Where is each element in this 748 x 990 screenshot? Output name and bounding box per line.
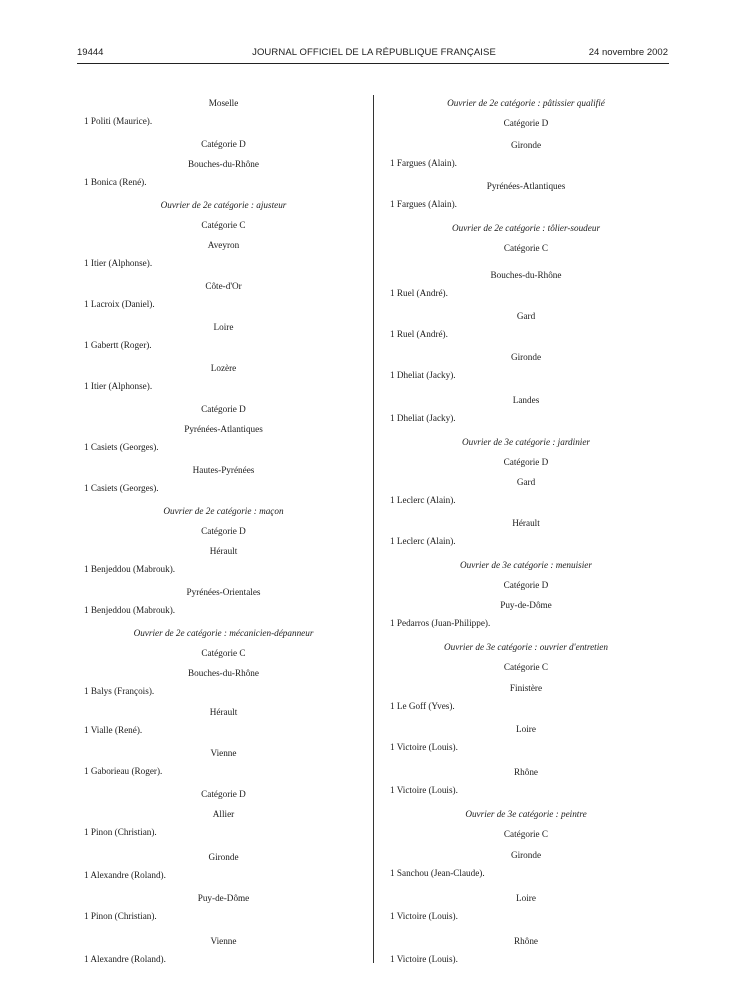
header-rule bbox=[77, 63, 669, 64]
page-number: 19444 bbox=[77, 47, 104, 58]
section-heading: Catégorie C bbox=[201, 648, 246, 658]
section-heading: Catégorie C bbox=[503, 662, 549, 672]
section-heading: Vienne bbox=[210, 748, 237, 758]
name-entry: 1 Ruel (André). bbox=[390, 288, 448, 298]
section-heading: Finistère bbox=[509, 683, 543, 693]
section-heading: Bouches-du-Rhône bbox=[188, 668, 259, 678]
name-entry: 1 Victoire (Louis). bbox=[390, 954, 458, 964]
name-entry: 1 Leclerc (Alain). bbox=[390, 495, 456, 505]
name-entry: 1 Casiets (Georges). bbox=[84, 442, 159, 452]
trade-heading: Ouvrier de 2e catégorie : tôlier-soudeur bbox=[451, 223, 601, 233]
name-entry: 1 Pinon (Christian). bbox=[84, 911, 157, 921]
section-heading: Loire bbox=[516, 724, 536, 734]
trade-heading: Ouvrier de 2e catégorie : ajusteur bbox=[160, 200, 287, 210]
name-entry: 1 Benjeddou (Mabrouk). bbox=[84, 564, 176, 574]
section-heading: Pyrénées-Atlantiques bbox=[184, 424, 263, 434]
section-heading: Lozère bbox=[210, 363, 237, 373]
name-entry: 1 Casiets (Georges). bbox=[84, 483, 159, 493]
name-entry: 1 Itier (Alphonse). bbox=[84, 258, 153, 268]
name-entry: 1 Alexandre (Roland). bbox=[84, 954, 166, 964]
section-heading: Catégorie C bbox=[503, 829, 549, 839]
section-heading: Puy-de-Dôme bbox=[500, 600, 552, 610]
name-entry: 1 Gabertt (Roger). bbox=[84, 340, 152, 350]
name-entry: 1 Lacroix (Daniel). bbox=[84, 299, 155, 309]
name-entry: 1 Balys (François). bbox=[84, 686, 155, 696]
name-entry: 1 Victoire (Louis). bbox=[390, 742, 458, 752]
section-heading: Loire bbox=[213, 322, 234, 332]
name-entry: 1 Dheliat (Jacky). bbox=[390, 370, 456, 380]
section-heading: Allier bbox=[212, 809, 235, 819]
name-entry: 1 Politi (Maurice). bbox=[84, 116, 153, 126]
section-heading: Gironde bbox=[510, 850, 542, 860]
section-heading: Landes bbox=[512, 395, 540, 405]
section-heading: Hérault bbox=[209, 707, 238, 717]
trade-heading: Ouvrier de 2e catégorie : pâtissier qualifié bbox=[447, 98, 605, 108]
name-entry: 1 Pedarros (Juan-Philippe). bbox=[390, 618, 491, 628]
trade-heading: Ouvrier de 3e catégorie : jardinier bbox=[462, 437, 590, 447]
section-heading: Hautes-Pyrénées bbox=[192, 465, 255, 475]
name-entry: 1 Leclerc (Alain). bbox=[390, 536, 456, 546]
section-heading: Rhône bbox=[514, 936, 538, 946]
name-entry: 1 Alexandre (Roland). bbox=[84, 870, 166, 880]
section-heading: Catégorie D bbox=[201, 526, 246, 536]
section-heading: Aveyron bbox=[207, 240, 240, 250]
name-entry: 1 Fargues (Alain). bbox=[390, 199, 457, 209]
trade-heading: Ouvrier de 3e catégorie : ouvrier d'entretien bbox=[444, 642, 608, 652]
name-entry: 1 Fargues (Alain). bbox=[390, 158, 457, 168]
trade-heading: Ouvrier de 3e catégorie : peintre bbox=[465, 809, 587, 819]
section-heading: Catégorie D bbox=[503, 118, 549, 128]
name-entry: 1 Ruel (André). bbox=[390, 329, 448, 339]
section-heading: Hérault bbox=[512, 518, 540, 528]
section-heading: Catégorie D bbox=[503, 580, 549, 590]
trade-heading: Ouvrier de 2e catégorie : mécanicien-dépanneur bbox=[133, 628, 314, 638]
name-entry: 1 Victoire (Louis). bbox=[390, 911, 458, 921]
section-heading: Gard bbox=[516, 477, 536, 487]
section-heading: Catégorie D bbox=[201, 404, 246, 414]
section-heading: Rhône bbox=[514, 767, 538, 777]
page-header bbox=[0, 47, 748, 61]
section-heading: Bouches-du-Rhône bbox=[188, 159, 259, 169]
journal-title: JOURNAL OFFICIEL DE LA RÉPUBLIQUE FRANÇAISE bbox=[252, 47, 496, 58]
column-divider bbox=[373, 95, 374, 963]
section-heading: Catégorie C bbox=[503, 243, 549, 253]
trade-heading: Ouvrier de 3e catégorie : menuisier bbox=[460, 560, 592, 570]
section-heading: Gard bbox=[516, 311, 536, 321]
name-entry: 1 Dheliat (Jacky). bbox=[390, 413, 456, 423]
section-heading: Catégorie C bbox=[201, 220, 246, 230]
section-heading: Gironde bbox=[208, 852, 239, 862]
section-heading: Côte-d'Or bbox=[205, 281, 242, 291]
section-heading: Catégorie D bbox=[201, 139, 246, 149]
name-entry: 1 Itier (Alphonse). bbox=[84, 381, 153, 391]
name-entry: 1 Bonica (René). bbox=[84, 177, 147, 187]
name-entry: 1 Vialle (René). bbox=[84, 725, 143, 735]
name-entry: 1 Le Goff (Yves). bbox=[390, 701, 455, 711]
name-entry: 1 Pinon (Christian). bbox=[84, 827, 157, 837]
section-heading: Hérault bbox=[209, 546, 238, 556]
section-heading: Pyrénées-Orientales bbox=[186, 587, 261, 597]
section-heading: Vienne bbox=[210, 936, 237, 946]
publication-date: 24 novembre 2002 bbox=[588, 47, 668, 58]
name-entry: 1 Victoire (Louis). bbox=[390, 785, 458, 795]
section-heading: Catégorie D bbox=[503, 457, 549, 467]
name-entry: 1 Benjeddou (Mabrouk). bbox=[84, 605, 176, 615]
section-heading: Puy-de-Dôme bbox=[197, 893, 250, 903]
trade-heading: Ouvrier de 2e catégorie : maçon bbox=[163, 506, 284, 516]
name-entry: 1 Sanchou (Jean-Claude). bbox=[390, 868, 485, 878]
section-heading: Loire bbox=[516, 893, 536, 903]
section-heading: Pyrénées-Atlantiques bbox=[486, 181, 566, 191]
section-heading: Gironde bbox=[510, 352, 542, 362]
section-heading: Bouches-du-Rhône bbox=[490, 270, 562, 280]
name-entry: 1 Gaborieau (Roger). bbox=[84, 766, 163, 776]
section-heading: Catégorie D bbox=[201, 789, 246, 799]
section-heading: Moselle bbox=[208, 98, 239, 108]
section-heading: Gironde bbox=[510, 140, 542, 150]
